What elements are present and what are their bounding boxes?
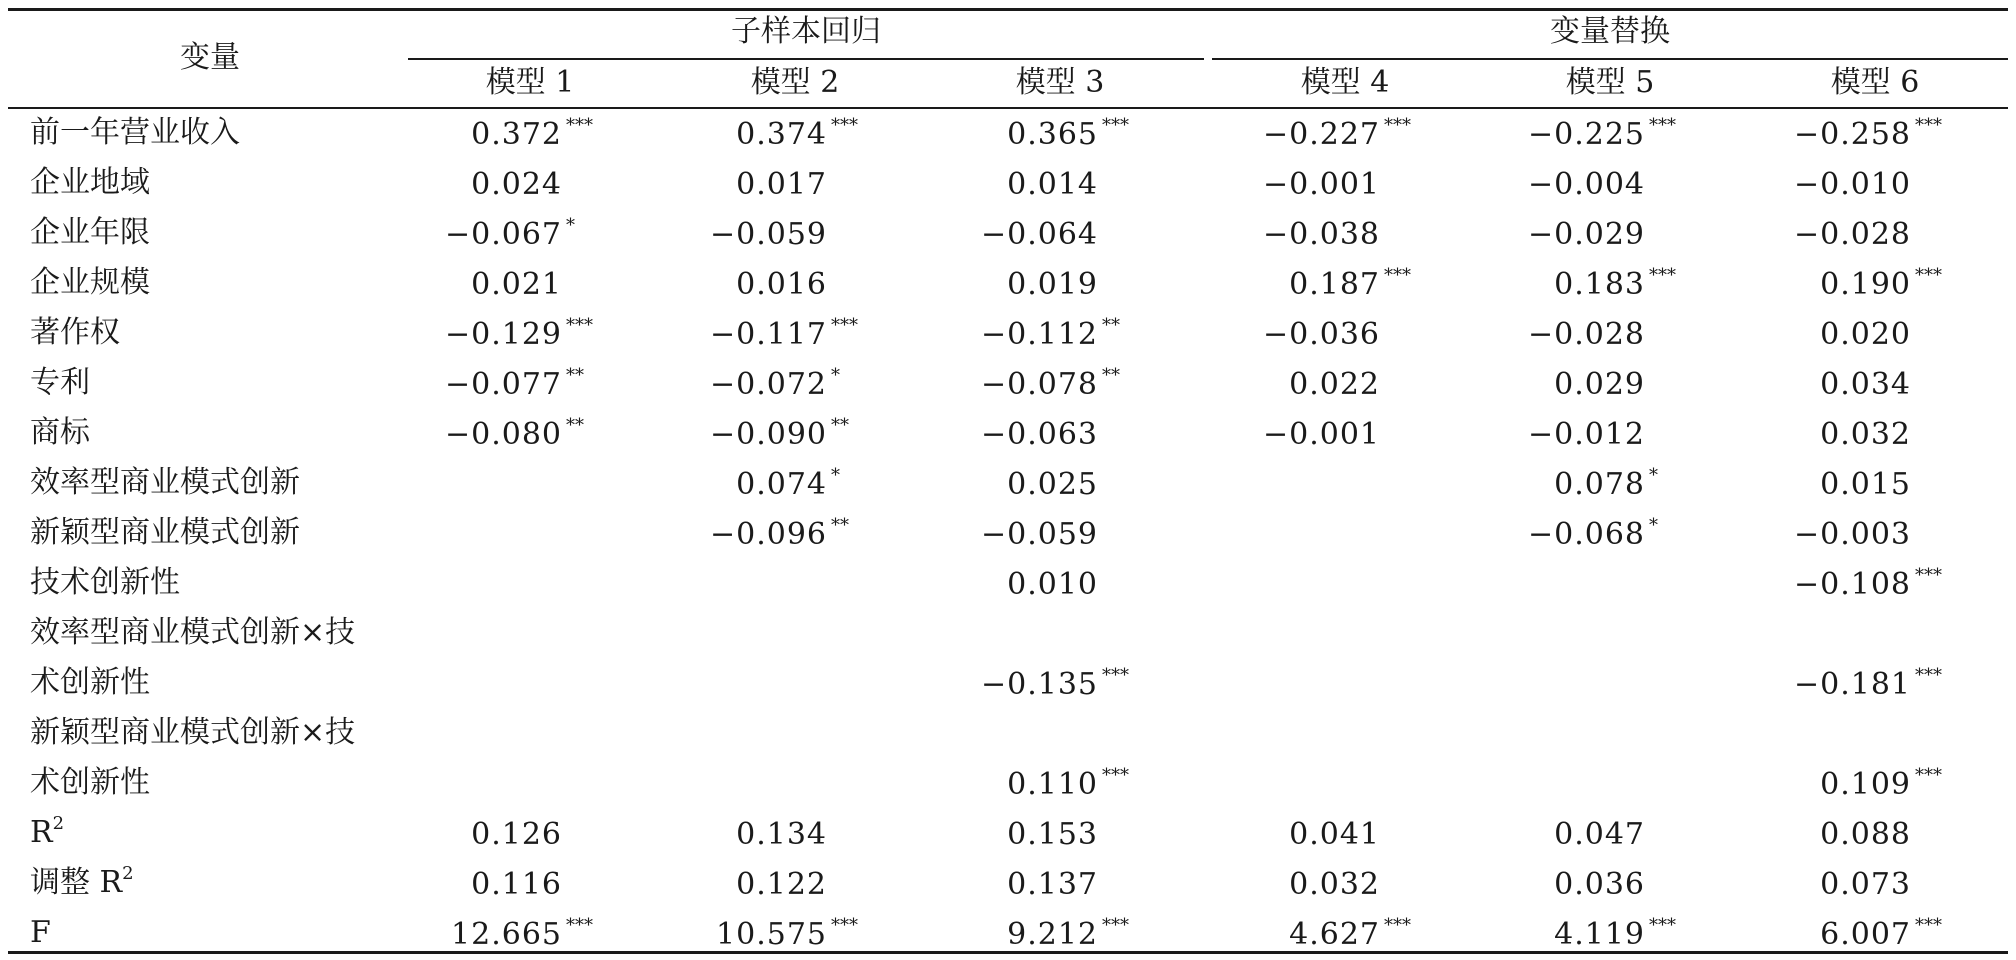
value-cell: −0.078 — [980, 367, 1098, 402]
value-cell: −0.096 — [709, 517, 827, 552]
value-cell: 0.041 — [1289, 817, 1380, 852]
significance-stars: ** — [566, 415, 584, 436]
value-cell: 0.137 — [1007, 867, 1098, 902]
value-cell: 0.074 — [736, 467, 827, 502]
value-cell: 0.365 — [1007, 117, 1098, 152]
value-cell: −0.090 — [709, 417, 827, 452]
row-label: 新颖型商业模式创新×技 术创新性 — [30, 715, 356, 800]
row-label: 效率型商业模式创新 — [30, 465, 300, 500]
value-cell: 0.010 — [1007, 567, 1098, 602]
significance-stars: *** — [1915, 265, 1942, 286]
significance-stars: ** — [566, 365, 584, 386]
value-cell: 0.034 — [1820, 367, 1911, 402]
row-label: 前一年营业收入 — [30, 115, 240, 150]
model-header-6: 模型 6 — [1830, 65, 1920, 100]
row-label: 企业地域 — [30, 165, 150, 200]
significance-stars: *** — [1649, 115, 1676, 136]
value-cell: −0.129 — [444, 317, 562, 352]
value-cell: 0.020 — [1820, 317, 1911, 352]
value-cell: 0.022 — [1289, 367, 1380, 402]
value-cell: −0.004 — [1527, 167, 1645, 202]
value-cell: −0.108 — [1793, 567, 1911, 602]
value-cell: 6.007 — [1820, 917, 1911, 952]
value-cell: −0.135 — [980, 667, 1098, 702]
value-cell: 0.116 — [471, 867, 562, 902]
value-cell: −0.117 — [709, 317, 827, 352]
value-cell: −0.181 — [1793, 667, 1911, 702]
significance-stars: * — [831, 465, 840, 486]
value-cell: 0.016 — [736, 267, 827, 302]
model-header-3: 模型 3 — [1015, 65, 1105, 100]
value-cell: 0.015 — [1820, 467, 1911, 502]
value-cell: 0.021 — [471, 267, 562, 302]
significance-stars: *** — [1384, 265, 1411, 286]
significance-stars: * — [1649, 465, 1658, 486]
value-cell: −0.225 — [1527, 117, 1645, 152]
value-cell: 0.024 — [471, 167, 562, 202]
value-cell: 0.372 — [471, 117, 562, 152]
value-cell: 0.109 — [1820, 767, 1911, 802]
significance-stars: *** — [831, 115, 858, 136]
group-header-subsample: 子样本回归 — [731, 14, 881, 49]
value-cell: 0.374 — [736, 117, 827, 152]
value-cell: 0.122 — [736, 867, 827, 902]
value-cell: 0.036 — [1554, 867, 1645, 902]
significance-stars: * — [1649, 515, 1658, 536]
value-cell: −0.068 — [1527, 517, 1645, 552]
model-header-1: 模型 1 — [485, 65, 575, 100]
significance-stars: ** — [1102, 365, 1120, 386]
value-cell: −0.001 — [1262, 417, 1380, 452]
row-label: 企业年限 — [30, 215, 150, 250]
value-cell: −0.038 — [1262, 217, 1380, 252]
row-label: 效率型商业模式创新×技 术创新性 — [30, 615, 356, 700]
value-cell: −0.028 — [1527, 317, 1645, 352]
significance-stars: *** — [1649, 265, 1676, 286]
row-label: F — [30, 915, 51, 950]
value-cell: −0.112 — [980, 317, 1098, 352]
value-cell: 9.212 — [1007, 917, 1098, 952]
value-cell: 0.014 — [1007, 167, 1098, 202]
value-cell: 0.134 — [736, 817, 827, 852]
value-cell: −0.029 — [1527, 217, 1645, 252]
value-cell: −0.003 — [1793, 517, 1911, 552]
value-cell: 0.073 — [1820, 867, 1911, 902]
value-cell: 0.190 — [1820, 267, 1911, 302]
significance-stars: *** — [1102, 765, 1129, 786]
significance-stars: ** — [831, 415, 849, 436]
header-rule — [8, 107, 2008, 109]
significance-stars: *** — [1384, 915, 1411, 936]
value-cell: −0.010 — [1793, 167, 1911, 202]
model-header-4: 模型 4 — [1300, 65, 1390, 100]
significance-stars: *** — [566, 115, 593, 136]
group-header-replacement: 变量替换 — [1550, 14, 1670, 49]
model-header-5: 模型 5 — [1565, 65, 1655, 100]
row-label: 技术创新性 — [30, 565, 180, 600]
value-cell: −0.059 — [980, 517, 1098, 552]
value-cell: −0.063 — [980, 417, 1098, 452]
significance-stars: *** — [1915, 115, 1942, 136]
significance-stars: *** — [1102, 665, 1129, 686]
significance-stars: *** — [1384, 115, 1411, 136]
group-rule-replacement — [1212, 58, 2008, 60]
value-cell: −0.080 — [444, 417, 562, 452]
value-cell: −0.028 — [1793, 217, 1911, 252]
value-cell: 0.032 — [1820, 417, 1911, 452]
value-cell: 0.047 — [1554, 817, 1645, 852]
row-label: 新颖型商业模式创新 — [30, 515, 300, 550]
significance-stars: *** — [831, 315, 858, 336]
value-cell: 0.110 — [1007, 767, 1098, 802]
value-cell: −0.067 — [444, 217, 562, 252]
value-cell: −0.077 — [444, 367, 562, 402]
value-cell: 12.665 — [451, 917, 562, 952]
row-label: $R^2$ — [30, 813, 65, 850]
row-label: 调整 $R^2$ — [30, 863, 134, 900]
significance-stars: *** — [566, 915, 593, 936]
significance-stars: * — [566, 215, 575, 236]
significance-stars: ** — [831, 515, 849, 536]
top-rule — [8, 8, 2008, 11]
value-cell: −0.036 — [1262, 317, 1380, 352]
value-cell: 0.126 — [471, 817, 562, 852]
value-cell: 4.627 — [1289, 917, 1380, 952]
significance-stars: *** — [1915, 565, 1942, 586]
significance-stars: *** — [566, 315, 593, 336]
value-cell: 0.078 — [1554, 467, 1645, 502]
value-cell: 0.153 — [1007, 817, 1098, 852]
significance-stars: ** — [1102, 315, 1120, 336]
value-cell: 0.032 — [1289, 867, 1380, 902]
value-cell: 10.575 — [716, 917, 827, 952]
row-label: 商标 — [30, 415, 90, 450]
value-cell: −0.227 — [1262, 117, 1380, 152]
significance-stars: *** — [1915, 765, 1942, 786]
significance-stars: *** — [1649, 915, 1676, 936]
group-rule-subsample — [408, 58, 1204, 60]
stub-header: 变量 — [180, 40, 240, 75]
model-header-2: 模型 2 — [750, 65, 840, 100]
row-label: 专利 — [30, 365, 90, 400]
value-cell: 0.183 — [1554, 267, 1645, 302]
significance-stars: *** — [1915, 665, 1942, 686]
value-cell: 0.019 — [1007, 267, 1098, 302]
value-cell: −0.258 — [1793, 117, 1911, 152]
value-cell: −0.001 — [1262, 167, 1380, 202]
significance-stars: * — [831, 365, 840, 386]
significance-stars: *** — [1102, 915, 1129, 936]
significance-stars: *** — [1915, 915, 1942, 936]
value-cell: −0.072 — [709, 367, 827, 402]
value-cell: −0.064 — [980, 217, 1098, 252]
value-cell: 0.088 — [1820, 817, 1911, 852]
significance-stars: *** — [1102, 115, 1129, 136]
value-cell: −0.012 — [1527, 417, 1645, 452]
value-cell: 4.119 — [1554, 917, 1645, 952]
value-cell: 0.017 — [736, 167, 827, 202]
value-cell: 0.187 — [1289, 267, 1380, 302]
value-cell: 0.029 — [1554, 367, 1645, 402]
row-label: 著作权 — [30, 315, 120, 350]
significance-stars: *** — [831, 915, 858, 936]
value-cell: 0.025 — [1007, 467, 1098, 502]
value-cell: −0.059 — [709, 217, 827, 252]
row-label: 企业规模 — [30, 265, 150, 300]
